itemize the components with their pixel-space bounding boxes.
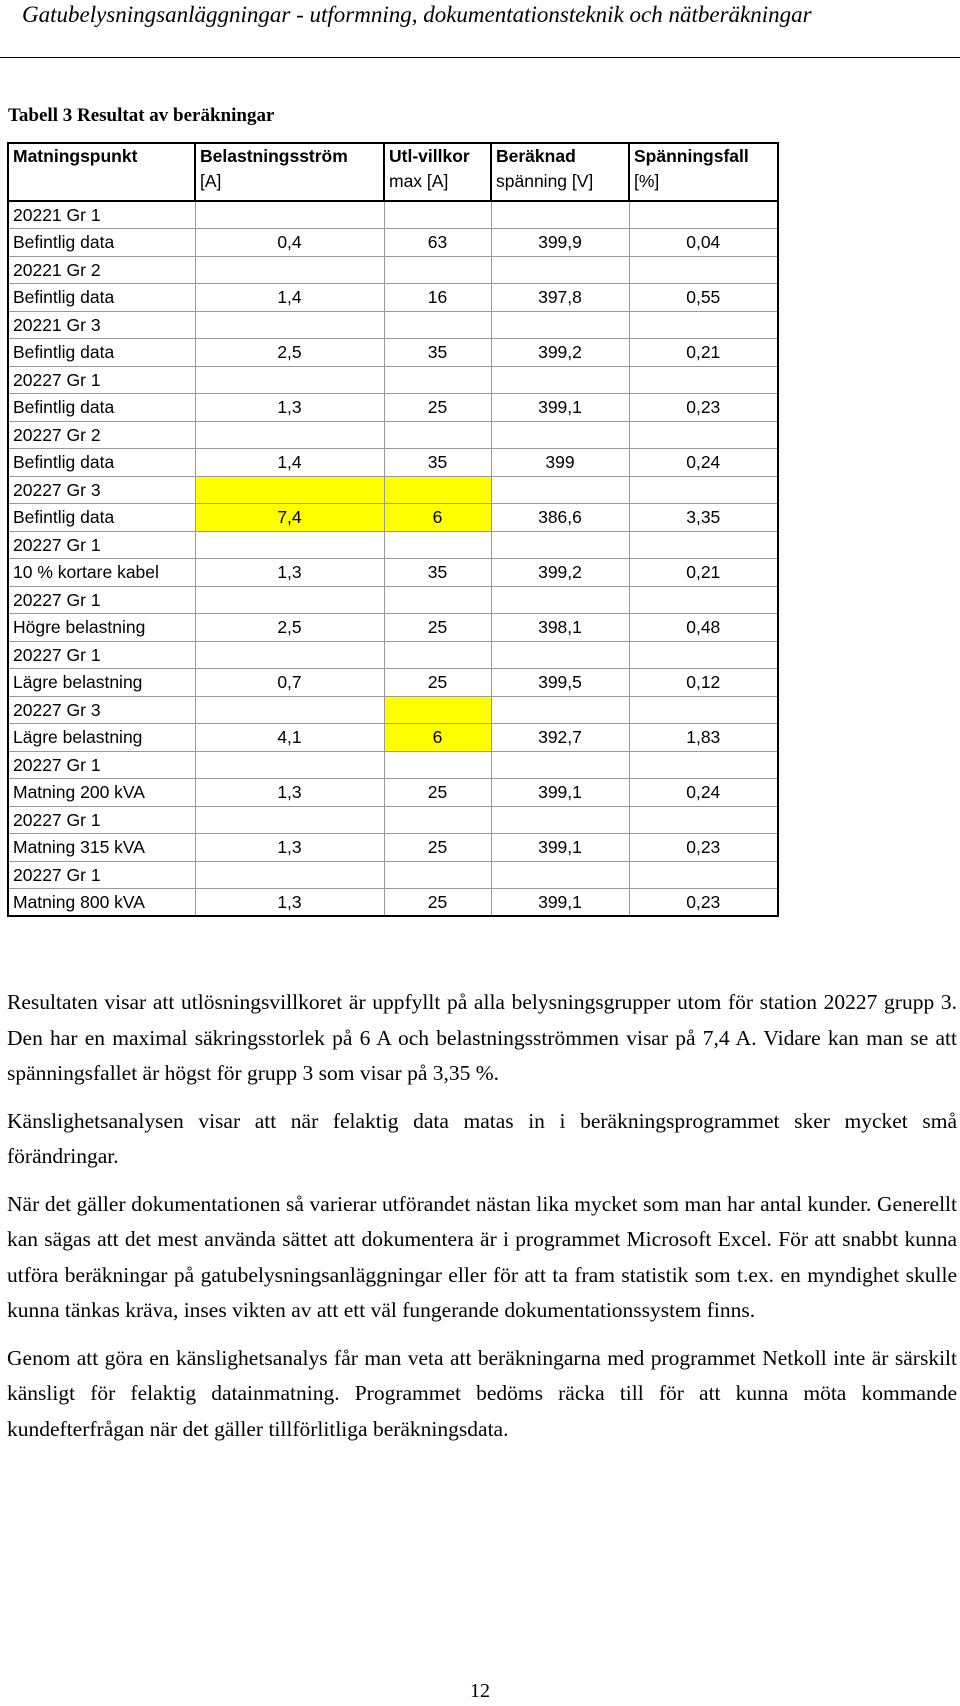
- table-cell: [195, 806, 384, 834]
- body-text: [7, 985, 957, 1459]
- table-cell: 25: [384, 614, 491, 642]
- table-row: [8, 476, 778, 504]
- table-cell: 399,2: [491, 339, 629, 367]
- table-cell: 2,5: [195, 614, 384, 642]
- table-cell: 6: [384, 504, 491, 532]
- column-header: Utl-villkor max [A]: [384, 143, 491, 201]
- table-row: [8, 559, 778, 587]
- table-cell: 25: [384, 779, 491, 807]
- table-cell: [384, 421, 491, 449]
- table-cell: [629, 531, 778, 559]
- table-cell: [629, 806, 778, 834]
- table-cell: 0,04: [629, 229, 778, 257]
- table-cell: 1,3: [195, 889, 384, 917]
- table-cell: [629, 696, 778, 724]
- table-row: [8, 421, 778, 449]
- row-label-cell: Matning 800 kVA: [8, 889, 195, 917]
- table-row: [8, 394, 778, 422]
- table-cell: [629, 366, 778, 394]
- table-body: [8, 201, 778, 916]
- table-cell: [384, 476, 491, 504]
- table-cell: [491, 861, 629, 889]
- table-cell: 25: [384, 394, 491, 422]
- row-label-cell: 20227 Gr 1: [8, 531, 195, 559]
- row-label-cell: Befintlig data: [8, 449, 195, 477]
- table-caption: Tabell 3 Resultat av beräkningar: [8, 105, 275, 126]
- table-cell: 398,1: [491, 614, 629, 642]
- table-cell: [384, 311, 491, 339]
- table-cell: [491, 751, 629, 779]
- table-cell: 0,7: [195, 669, 384, 697]
- table-cell: [384, 201, 491, 229]
- row-label-cell: 10 % kortare kabel: [8, 559, 195, 587]
- table-cell: [629, 421, 778, 449]
- paragraph: Resultaten visar att utlösningsvillkoret är uppfyllt på alla belysningsgrupper utom för station 20227 grupp 3. Den har en maximal säkringsstorlek på 6 A och belastningsströmmen visar på 7,4 A. Vidare kan man se att spänningsfallet är högst för grupp 3 som visar på 3,35 %.: [7, 990, 957, 1085]
- row-label-cell: Befintlig data: [8, 504, 195, 532]
- row-label-cell: 20227 Gr 1: [8, 861, 195, 889]
- row-label-cell: 20227 Gr 3: [8, 696, 195, 724]
- table-cell: [195, 311, 384, 339]
- page-number: 12: [470, 1680, 490, 1702]
- column-header: Belastningsström [A]: [195, 143, 384, 201]
- table-row: [8, 751, 778, 779]
- table-cell: 4,1: [195, 724, 384, 752]
- table-row: [8, 201, 778, 229]
- table-row: [8, 834, 778, 862]
- column-header: Beräknad spänning [V]: [491, 143, 629, 201]
- table-row: [8, 696, 778, 724]
- table-cell: 0,24: [629, 779, 778, 807]
- column-header: Spänningsfall [%]: [629, 143, 778, 201]
- paragraph: Genom att göra en känslighetsanalys får man veta att beräkningarna med programmet Netkoll inte är särskilt känsligt för felaktig datainmatning. Programmet bedöms räcka till för att kunna möta kommande kundefterfrågan när det gäller tillförlitliga beräkningsdata.: [7, 1345, 957, 1441]
- table-cell: [384, 256, 491, 284]
- table-cell: 386,6: [491, 504, 629, 532]
- table-cell: [629, 641, 778, 669]
- table-row: [8, 504, 778, 532]
- table-header-row: [8, 143, 778, 201]
- table-cell: 399,5: [491, 669, 629, 697]
- table-cell: 397,8: [491, 284, 629, 312]
- row-label-cell: 20221 Gr 1: [8, 201, 195, 229]
- table-cell: 1,4: [195, 284, 384, 312]
- row-label-cell: Lägre belastning: [8, 669, 195, 697]
- row-label-cell: Befintlig data: [8, 394, 195, 422]
- row-label-cell: Lägre belastning: [8, 724, 195, 752]
- table-cell: [491, 586, 629, 614]
- table-cell: 0,21: [629, 339, 778, 367]
- table-row: [8, 724, 778, 752]
- row-label-cell: 20227 Gr 3: [8, 476, 195, 504]
- row-label-cell: 20227 Gr 1: [8, 641, 195, 669]
- table-cell: [384, 531, 491, 559]
- table-cell: [629, 476, 778, 504]
- table-cell: 399,1: [491, 889, 629, 917]
- table-row: [8, 449, 778, 477]
- table-cell: [384, 366, 491, 394]
- table-cell: [491, 421, 629, 449]
- table-cell: [384, 586, 491, 614]
- table-cell: 1,83: [629, 724, 778, 752]
- table-cell: 0,4: [195, 229, 384, 257]
- table-row: [8, 256, 778, 284]
- table-cell: [629, 861, 778, 889]
- table-cell: 16: [384, 284, 491, 312]
- row-label-cell: 20227 Gr 1: [8, 586, 195, 614]
- table-cell: [384, 751, 491, 779]
- table-cell: [195, 696, 384, 724]
- table-cell: [384, 641, 491, 669]
- table-cell: 1,3: [195, 394, 384, 422]
- table-row: [8, 229, 778, 257]
- table-cell: 2,5: [195, 339, 384, 367]
- table-cell: 0,23: [629, 834, 778, 862]
- table-cell: [384, 861, 491, 889]
- table-row: [8, 641, 778, 669]
- row-label-cell: Befintlig data: [8, 339, 195, 367]
- row-label-cell: Högre belastning: [8, 614, 195, 642]
- table-cell: 399,1: [491, 779, 629, 807]
- table-cell: [195, 586, 384, 614]
- row-label-cell: 20227 Gr 1: [8, 366, 195, 394]
- table-row: [8, 339, 778, 367]
- table-cell: 399,9: [491, 229, 629, 257]
- table-cell: 3,35: [629, 504, 778, 532]
- table-cell: [195, 476, 384, 504]
- table-cell: 1,3: [195, 559, 384, 587]
- table-cell: [629, 586, 778, 614]
- table-cell: 399,1: [491, 394, 629, 422]
- table-row: [8, 366, 778, 394]
- table-cell: 0,23: [629, 889, 778, 917]
- table-row: [8, 806, 778, 834]
- table-cell: [491, 531, 629, 559]
- table-row: [8, 889, 778, 917]
- table-cell: 0,48: [629, 614, 778, 642]
- row-label-cell: Befintlig data: [8, 229, 195, 257]
- table-cell: [629, 256, 778, 284]
- table-cell: [195, 751, 384, 779]
- table-cell: [629, 751, 778, 779]
- table-cell: [491, 696, 629, 724]
- row-label-cell: Matning 200 kVA: [8, 779, 195, 807]
- row-label-cell: Befintlig data: [8, 284, 195, 312]
- table-cell: [491, 366, 629, 394]
- table-cell: 63: [384, 229, 491, 257]
- table-cell: [384, 806, 491, 834]
- table-row: [8, 311, 778, 339]
- table-row: [8, 779, 778, 807]
- table-cell: [195, 531, 384, 559]
- table-cell: 0,55: [629, 284, 778, 312]
- table-cell: 1,3: [195, 834, 384, 862]
- table-cell: 0,23: [629, 394, 778, 422]
- table-row: [8, 861, 778, 889]
- table-cell: [491, 256, 629, 284]
- table-cell: 399,2: [491, 559, 629, 587]
- paragraph: När det gäller dokumentationen så varierar utförandet nästan lika mycket som man har antal kunder. Generellt kan sägas att det mest använda sättet att dokumentera är i programmet Microsoft Excel. För att snabbt kunna utföra beräkningar på gatubelysningsanläggningar eller för att ta fram statistik som t.ex. en myndighet skulle kunna tänkas kräva, inses vikten av att ett väl fungerande dokumentationssystem finns.: [7, 1191, 957, 1322]
- table-cell: [195, 366, 384, 394]
- table-cell: 0,21: [629, 559, 778, 587]
- table-cell: 35: [384, 559, 491, 587]
- table-cell: [629, 311, 778, 339]
- row-label-cell: 20227 Gr 1: [8, 751, 195, 779]
- table-cell: [491, 641, 629, 669]
- table-cell: 399: [491, 449, 629, 477]
- table-cell: [491, 476, 629, 504]
- table-cell: [491, 806, 629, 834]
- table-cell: 35: [384, 339, 491, 367]
- page-header: [0, 0, 960, 58]
- table-cell: 392,7: [491, 724, 629, 752]
- table-cell: [491, 311, 629, 339]
- table-cell: [195, 256, 384, 284]
- row-label-cell: 20221 Gr 3: [8, 311, 195, 339]
- table-cell: [195, 641, 384, 669]
- table-cell: 25: [384, 889, 491, 917]
- table-row: [8, 614, 778, 642]
- table-cell: [491, 201, 629, 229]
- table-cell: [195, 421, 384, 449]
- table-cell: 0,24: [629, 449, 778, 477]
- table-cell: 0,12: [629, 669, 778, 697]
- table-cell: [629, 201, 778, 229]
- table-cell: [195, 861, 384, 889]
- table-cell: 399,1: [491, 834, 629, 862]
- table-cell: 6: [384, 724, 491, 752]
- results-table: [7, 142, 779, 917]
- row-label-cell: 20227 Gr 2: [8, 421, 195, 449]
- table-row: [8, 531, 778, 559]
- table-cell: [384, 696, 491, 724]
- table-cell: 35: [384, 449, 491, 477]
- row-label-cell: 20221 Gr 2: [8, 256, 195, 284]
- table-cell: 1,3: [195, 779, 384, 807]
- table-cell: 1,4: [195, 449, 384, 477]
- table-cell: 7,4: [195, 504, 384, 532]
- row-label-cell: 20227 Gr 1: [8, 806, 195, 834]
- row-label-cell: Matning 315 kVA: [8, 834, 195, 862]
- table-row: [8, 284, 778, 312]
- table-cell: 25: [384, 669, 491, 697]
- table-row: [8, 669, 778, 697]
- column-header: Matningspunkt: [8, 143, 195, 201]
- table-cell: [195, 201, 384, 229]
- document-title: Gatubelysningsanläggningar - utformning, dokumentationsteknik och nätberäkningar: [22, 2, 812, 27]
- table-cell: 25: [384, 834, 491, 862]
- table-row: [8, 586, 778, 614]
- paragraph: Känslighetsanalysen visar att när felaktig data matas in i beräkningsprogrammet sker mycket små förändringar.: [7, 1108, 957, 1168]
